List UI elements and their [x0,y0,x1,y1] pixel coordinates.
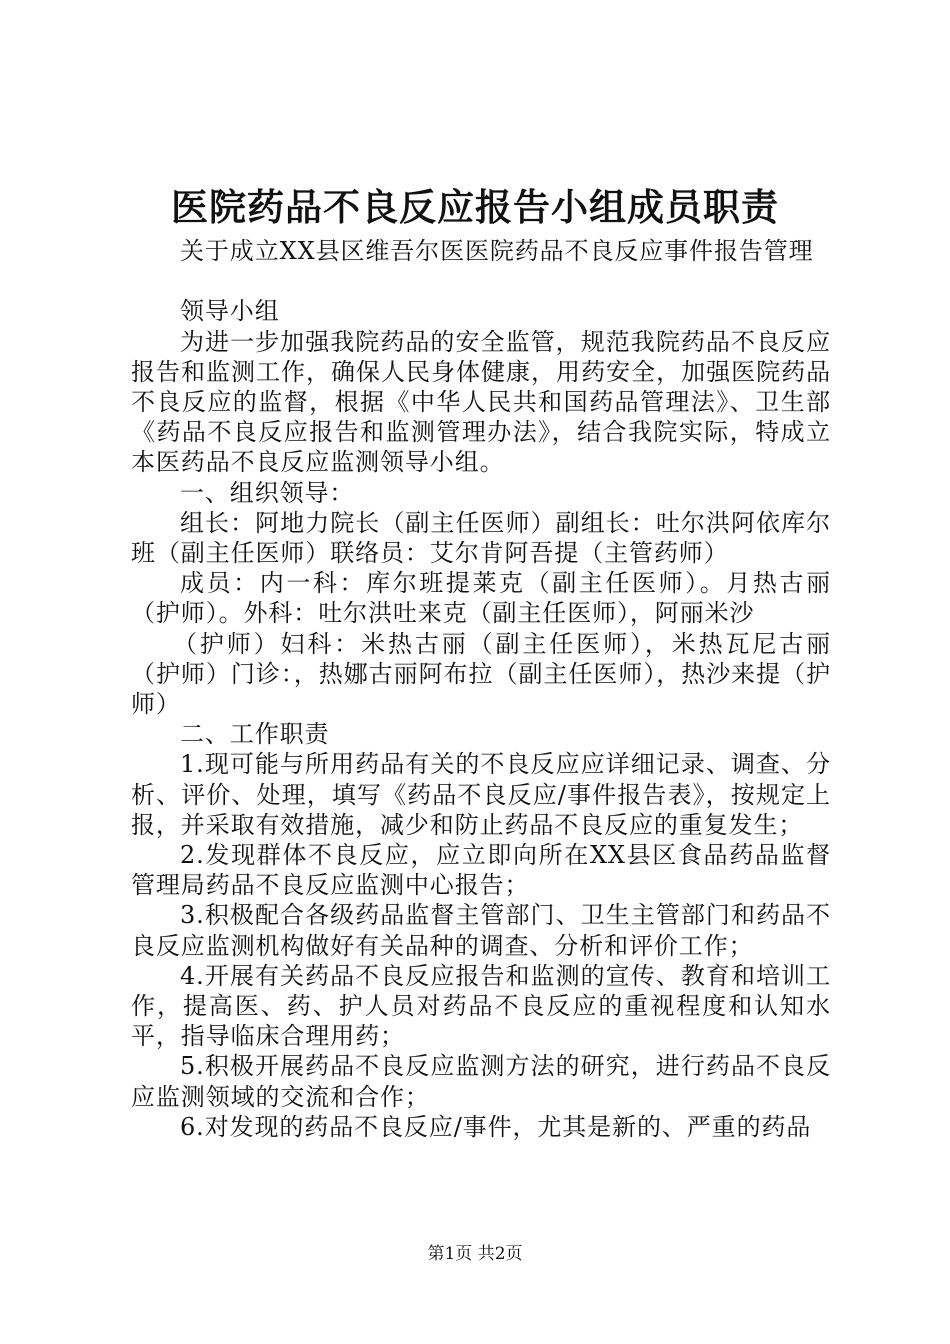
duty-item-3: 3.积极配合各级药品监督主管部门、卫生主管部门和药品不良反应监测机构做好有关品种的调查、分析和评价工作； [131,901,831,960]
duty-item-2: 2.发现群体不良反应，应立即向所在XX县区食品药品监督管理局药品不良反应监测中心报告； [131,841,831,900]
subtitle-line: 关于成立XX县区维吾尔医医院药品不良反应事件报告管理 [180,237,814,265]
intro-paragraph: 为进一步加强我院药品的安全监管，规范我院药品不良反应报告和监测工作，确保人民身体健康，用药安全，加强医院药品不良反应的监督，根据《中华人民共和国药品管理法》、卫生部《药品不良反应报告和监测管理办法》，结合我院实际，特成立本医药品不良反应监测领导小组。 [131,327,831,477]
document-body [131,236,831,1142]
document-title: 医院药品不良反应报告小组成员职责 [171,186,779,229]
section-heading-organization: 一、组织领导： [180,478,355,507]
section-heading-duties: 二、工作职责 [180,720,330,749]
members-paragraph: 成员：内一科：库尔班提莱克（副主任医师）。月热古丽（护师）。外科：吐尔洪吐来克（副主任医师），阿丽米沙 [131,569,831,628]
leaders-paragraph: 组长：阿地力院长（副主任医师）副组长：吐尔洪阿依库尔班（副主任医师）联络员：艾尔肯阿吾提（主管药师） [131,508,831,568]
duty-item-4: 4.开展有关药品不良反应报告和监测的宣传、教育和培训工作，提高医、药、护人员对药品不良反应的重视程度和认知水平，指导临床合理用药； [131,961,831,1051]
duty-item-6: 6.对发现的药品不良反应/事件，尤其是新的、严重的药品 [180,1112,812,1141]
members-continued-paragraph: （护师）妇科：米热古丽（副主任医师），米热瓦尼古丽（护师）门诊：，热娜古丽阿布拉（副主任医师），热沙来提（护师） [131,629,831,719]
duty-item-5: 5.积极开展药品不良反应监测方法的研究，进行药品不良反应监测领域的交流和合作； [131,1052,831,1111]
duty-item-1: 1.现可能与所用药品有关的不良反应应详细记录、调查、分析、评价、处理，填写《药品不良反应/事件报告表》，按规定上报，并采取有效措施，减少和防止药品不良反应的重复发生； [131,750,831,839]
subtitle-continuation: 领导小组 [180,297,280,326]
blank-line [131,266,831,296]
page-footer: 第1页 共2页 [427,1244,523,1264]
